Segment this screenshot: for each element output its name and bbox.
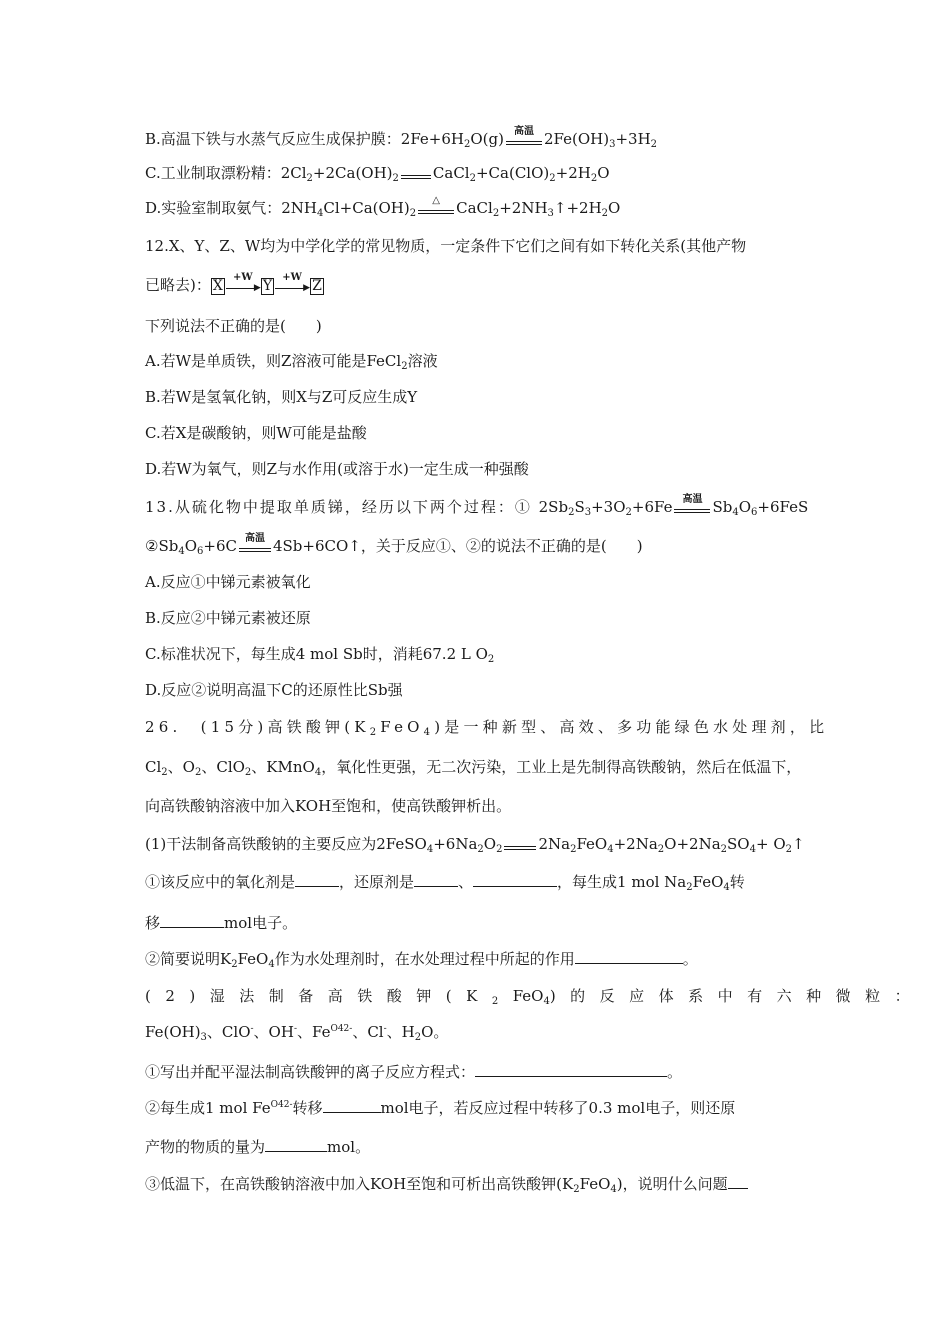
option-11-C: C.工业制取漂粉精：$2Cl_2+2Ca(OH)_2$ $CaCl_2+Ca(ClO)_2+2H_2O$	[145, 164, 610, 184]
equals-arrow	[502, 833, 538, 855]
question-26-line-1: 26. (15分)高铁酸钾$(K_2FeO_4)$是一种新型、高效、多功能绿色水处理剂，比	[145, 718, 829, 738]
option-11-B: B.高温下铁与水蒸气反应生成保护膜：$2Fe+6H_2O(g)$ 高温 $2Fe(OH)_3+3H_2$	[145, 126, 658, 150]
question-26-line-2: $Cl_2$、$O_2$、ClO$_2$、KMnO$_4$，氧化性更强，无二次污染，工业上是先制得高铁酸钠，然后在低温下，	[145, 758, 802, 778]
question-26-part-1-1: ①该反应中的氧化剂是 ，还原剂是 、 ，每生成1 mol $Na_2FeO_4$转	[145, 870, 745, 893]
question-26-part-2-3: ③低温下，在高铁酸钠溶液中加入KOH至饱和可析出高铁酸钾$(K_2FeO_4)$，说明什么问题	[145, 1172, 748, 1195]
answer-blank[interactable]	[160, 911, 224, 928]
answer-blank[interactable]	[475, 1060, 667, 1077]
species-z: Z	[312, 278, 322, 294]
species-x: X	[212, 278, 223, 294]
question-26-part-1-1b: 移 mol电子。	[145, 911, 297, 934]
option-12-B: B.若W是氢氧化钠，则X与Z可反应生成Y	[145, 388, 418, 406]
option-12-C: C.若X是碳酸钠，则W可能是盐酸	[145, 424, 367, 442]
question-26-part-2-1: ①写出并配平湿法制高铁酸钾的离子反应方程式： 。	[145, 1060, 682, 1083]
answer-blank[interactable]	[265, 1135, 327, 1152]
reaction-condition-arrow: 高温	[504, 128, 544, 150]
option-13-D: D.反应②说明高温下C的还原性比Sb强	[145, 681, 403, 699]
answer-blank[interactable]	[414, 870, 458, 887]
question-12-stem-2: 已略去)： X +W ▶ Y +W ▶ Z	[145, 272, 322, 294]
answer-blank[interactable]	[728, 1172, 748, 1189]
option-12-A: A.若W是单质铁，则Z溶液可能是FeCl$_2$溶液	[145, 352, 438, 372]
answer-blank[interactable]	[575, 947, 683, 964]
answer-blank[interactable]	[473, 870, 557, 887]
option-13-A: A.反应①中锑元素被氧化	[145, 573, 311, 591]
question-26-part-2-2b: 产物的物质的量为 mol。	[145, 1135, 370, 1158]
option-13-B: B.反应②中锑元素被还原	[145, 609, 311, 627]
species-y: Y	[262, 278, 273, 294]
question-26-part-2: (2)湿法制备高铁酸钾$(K_2FeO_4)$的反应体系中有六种微粒：	[145, 987, 925, 1007]
answer-blank[interactable]	[323, 1096, 381, 1113]
heat-condition-arrow: △	[416, 197, 456, 219]
question-13-stem-2: $②Sb_4O_6+6C$ 高温 4Sb+6CO↑，关于反应①、②的说法不正确的是( )	[145, 533, 643, 557]
question-26-line-3: 向高铁酸钠溶液中加入KOH至饱和，使高铁酸钾析出。	[145, 797, 512, 815]
question-12-stem: 12.X、Y、Z、W均为中学化学的常见物质，一定条件下它们之间有如下转化关系(其他产物	[145, 237, 747, 255]
answer-blank[interactable]	[295, 870, 339, 887]
conversion-arrow-2: +W ▶	[274, 274, 310, 296]
question-26-part-2-2: ②每生成1 mol $Fe^{O42-}$转移 mol电子，若反应过程中转移了0.3 mol电子，则还原	[145, 1096, 735, 1119]
equals-arrow	[399, 162, 433, 184]
option-13-C: C.标准状况下，每生成4 mol Sb时，消耗67.2 L $O_2$	[145, 645, 495, 665]
reaction-condition-arrow: 高温	[237, 535, 273, 557]
option-11-D: D.实验室制取氨气：$2NH_4Cl+Ca(OH)_2$ △ $CaCl_2+2NH_3↑+2H_2O$	[145, 195, 621, 219]
question-26-part-1: (1)干法制备高铁酸钠的主要反应为$2FeSO_4+6Na_2O_2$ $2Na_2FeO_4+2Na_2O+2Na_2SO_4+$ $O_2↑$	[145, 835, 805, 855]
option-12-D: D.若W为氧气，则Z与水作用(或溶于水)一定生成一种强酸	[145, 460, 529, 478]
conversion-arrow: +W ▶	[225, 274, 261, 296]
question-26-species: $Fe(OH)_3$、ClO-、OH-、$Fe^{O42-}$、Cl-、$H_2O$。	[145, 1023, 449, 1043]
question-12-prompt: 下列说法不正确的是( )	[145, 317, 322, 335]
question-26-part-1-2: ②简要说明$K_2FeO_4$作为水处理剂时，在水处理过程中所起的作用 。	[145, 947, 698, 970]
question-13-stem: 13.从硫化物中提取单质锑，经历以下两个过程：① $2Sb_2S_3+3O_2+6Fe$ 高温 $Sb_4O_6+6FeS$	[145, 494, 809, 518]
reaction-condition-arrow: 高温	[672, 496, 712, 518]
